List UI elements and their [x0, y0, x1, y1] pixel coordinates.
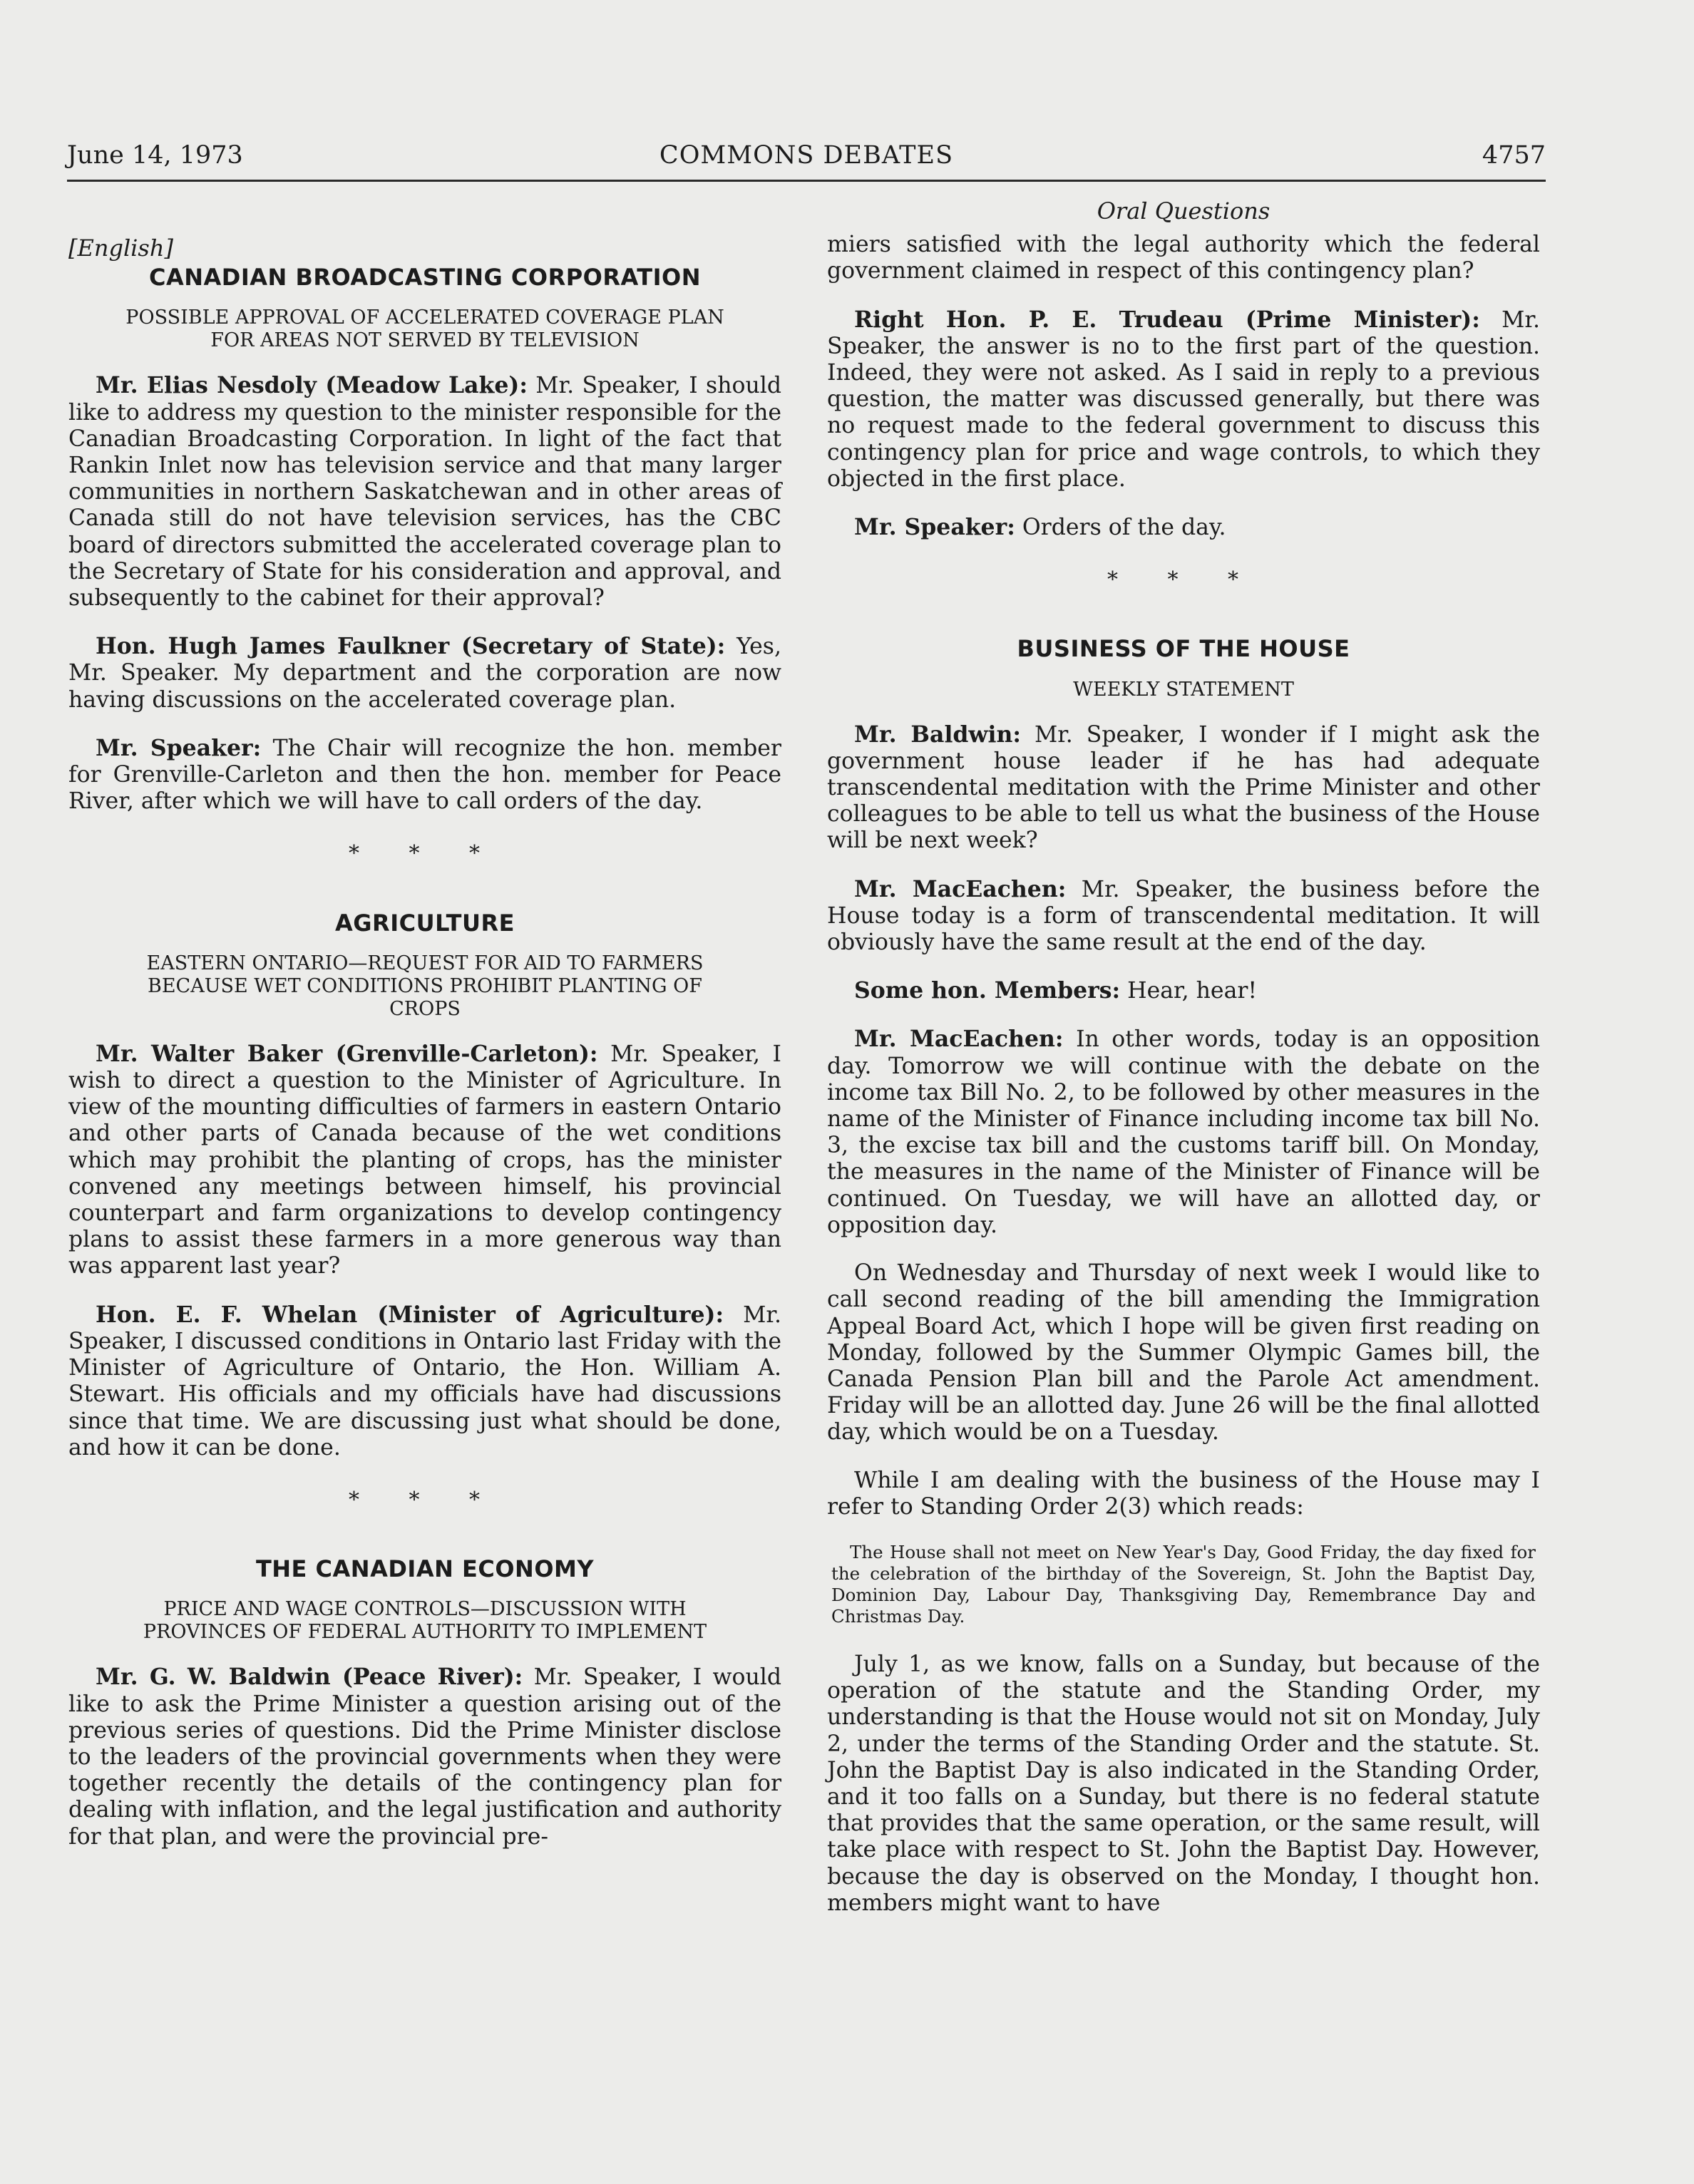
- section-divider: * * *: [1107, 567, 1261, 593]
- right-column: [827, 198, 1540, 1938]
- section-title-economy: THE CANADIAN ECONOMY: [255, 1555, 595, 1583]
- speaker-name: Mr. G. W. Baldwin (Peace River):: [96, 1664, 523, 1691]
- speaker-name: Mr. MacEachen:: [854, 1026, 1064, 1053]
- section-title-cbc: CANADIAN BROADCASTING CORPORATION: [149, 264, 701, 292]
- speech-text: Hear, hear!: [1120, 978, 1258, 1004]
- speech-text: Mr. Speaker, the answer is no to the first part of the question. Indeed, they were not asked. As I said in reply to a previous question, the matter was discussed generally, but there was no request made to the federal government to discuss this contingency plan for price and wage controls, to which they objected in the first place.: [827, 307, 1540, 492]
- section-subtitle-cbc: [68, 307, 781, 352]
- subtitle-line: EASTERN ONTARIO—REQUEST FOR AID TO FARMERS: [146, 952, 704, 974]
- speech-paragraph: [827, 1026, 1540, 1239]
- header-date: June 14, 1973: [67, 141, 243, 170]
- section-subtitle-agriculture: [68, 952, 781, 1021]
- body-paragraph: On Wednesday and Thursday of next week I would like to call second reading of the bill amending the Immigration Appeal Board Act, which I hope will be given first reading on Monday, followed by the Summer Olympic Games bill, the Canada Pension Plan bill and the Parole Act amendment. Friday will be an allotted day. June 26 will be the final allotted day, which would be on a Tuesday.: [827, 1260, 1540, 1446]
- page-number: 4757: [1482, 141, 1546, 170]
- continued-paragraph: miers satisfied with the legal authority which the federal government claimed in respect of this contingency plan?: [827, 232, 1540, 284]
- speaker-name: Hon. Hugh James Faulkner (Secretary of State):: [96, 633, 726, 660]
- speech-text: Mr. Speaker, I wish to direct a question to the Minister of Agriculture. In view of the mounting difficulties of farmers in eastern Ontario and other parts of Canada because of the wet conditions which may prohibit the planting of crops, has the minister convened any meetings between himself, his provincial counterpart and farm organizations to develop contingency plans to assist these farmers in a more generous way than was apparent last year?: [68, 1041, 781, 1279]
- subtitle-line: PROVINCES OF FEDERAL AUTHORITY TO IMPLEMENT: [143, 1621, 707, 1644]
- speech-paragraph: [68, 633, 781, 714]
- speech-paragraph: [68, 372, 781, 612]
- speaker-name: Mr. MacEachen:: [854, 875, 1067, 902]
- speaker-name: Mr. Baldwin:: [854, 721, 1022, 748]
- speaker-name: Mr. Elias Nesdoly (Meadow Lake):: [96, 372, 528, 399]
- subtitle-line: PRICE AND WAGE CONTROLS—DISCUSSION WITH: [163, 1598, 687, 1621]
- speech-paragraph: [827, 977, 1540, 1004]
- speaker-name: Hon. E. F. Whelan (Minister of Agriculture):: [96, 1301, 724, 1328]
- body-paragraph: July 1, as we know, falls on a Sunday, but because of the operation of the statute and the Standing Order, my understanding is that the House would not sit on Monday, July 2, under the terms of the Standing Order and the statute. St. John the Baptist Day is also indicated in the Standing Order, and it too falls on a Sunday, but there is no federal statute that provides that the same operation, or the same result, will take place with respect to St. John the Baptist Day. However, because the day is observed on the Monday, I thought hon. members might want to have: [827, 1651, 1540, 1916]
- speech-text: Mr. Speaker, I wonder if I might ask the government house leader if he has had adequate transcendental meditation with the Prime Minister and other colleagues to be able to tell us what the business of the House will be next week?: [827, 721, 1540, 854]
- speaker-name: Mr. Walter Baker (Grenville-Carleton):: [96, 1040, 598, 1067]
- speech-paragraph: [827, 876, 1540, 957]
- section-subtitle-economy: [68, 1598, 781, 1644]
- left-column: [68, 235, 781, 1872]
- speech-paragraph: [827, 307, 1540, 493]
- speech-paragraph: [827, 721, 1540, 855]
- section-subtitle-business: WEEKLY STATEMENT: [1073, 678, 1294, 701]
- language-marker: [English]: [68, 235, 173, 262]
- publication-title: COMMONS DEBATES: [659, 141, 954, 170]
- section-title-agriculture: AGRICULTURE: [335, 909, 515, 937]
- section-title-business: BUSINESS OF THE HOUSE: [1017, 635, 1350, 663]
- speech-paragraph: [68, 1664, 781, 1850]
- speech-paragraph: [827, 514, 1540, 541]
- subtitle-line: CROPS: [389, 997, 461, 1020]
- subtitle-line: BECAUSE WET CONDITIONS PROHIBIT PLANTING OF: [147, 974, 703, 997]
- running-head: Oral Questions: [1097, 197, 1270, 225]
- speech-text: In other words, today is an opposition day. Tomorrow we will continue with the debate on the income tax Bill No. 2, to be followed by other measures in the name of the Minister of Finance including income tax bill No. 3, the excise tax bill and the customs tariff bill. On Monday, the measures in the name of the Minister of Finance will be continued. On Tuesday, we will have an allotted day, or opposition day.: [827, 1026, 1540, 1238]
- speaker-name: Some hon. Members:: [854, 977, 1121, 1004]
- speech-text: Mr. Speaker, I discussed conditions in Ontario last Friday with the Minister of Agriculture of Ontario, the Hon. William A. Stewart. His officials and my officials have had discussions since that time. We are discussing just what should be done, and how it can be done.: [68, 1302, 781, 1461]
- speaker-name: Mr. Speaker:: [96, 734, 262, 761]
- body-paragraph: While I am dealing with the business of the House may I refer to Standing Order 2(3) which reads:: [827, 1467, 1540, 1520]
- speech-text: Mr. Speaker, the business before the House today is a form of transcendental meditation. It will obviously have the same result at the end of the day.: [827, 876, 1540, 956]
- standing-order-quote: The House shall not meet on New Year's Day, Good Friday, the day fixed for the celebration of the birthday of the Sovereign, St. John the Baptist Day, Dominion Day, Labour Day, Thanksgiving Day, Remembrance Day and Christmas Day.: [831, 1541, 1536, 1627]
- speech-paragraph: [68, 735, 781, 815]
- section-divider: * * *: [348, 841, 502, 867]
- speech-text: Mr. Speaker, I would like to ask the Prime Minister a question arising out of the previous series of questions. Did the Prime Minister disclose to the leaders of the provincial governments when they were together recently the details of the contingency plan for dealing with inflation, and the legal justification and authority for that plan, and were the provincial pre-: [68, 1664, 781, 1850]
- speaker-name: Right Hon. P. E. Trudeau (Prime Minister):: [854, 306, 1480, 333]
- page-header: [67, 140, 1546, 182]
- speaker-name: Mr. Speaker:: [854, 514, 1015, 541]
- speech-text: Yes, Mr. Speaker. My department and the corporation are now having discussions on the accelerated coverage plan.: [68, 634, 781, 713]
- speech-paragraph: [68, 1041, 781, 1280]
- subtitle-line: FOR AREAS NOT SERVED BY TELEVISION: [210, 329, 640, 352]
- speech-paragraph: [68, 1302, 781, 1461]
- subtitle-line: POSSIBLE APPROVAL OF ACCELERATED COVERAGE PLAN: [125, 307, 724, 329]
- section-divider: * * *: [348, 1487, 502, 1513]
- speech-text: The Chair will recognize the hon. member for Grenville-Carleton and then the hon. member for Peace River, after which we will have to call orders of the day.: [68, 735, 781, 815]
- speech-text: Orders of the day.: [1015, 515, 1226, 541]
- speech-text: Mr. Speaker, I should like to address my question to the minister responsible for the Canadian Broadcasting Corporation. In light of the fact that Rankin Inlet now has television service and that many larger communities in northern Saskatchewan and in other areas of Canada still do not have television services, has the CBC board of directors submitted the accelerated coverage plan to the Secretary of State for his consideration and approval, and subsequently to the cabinet for their approval?: [68, 373, 782, 612]
